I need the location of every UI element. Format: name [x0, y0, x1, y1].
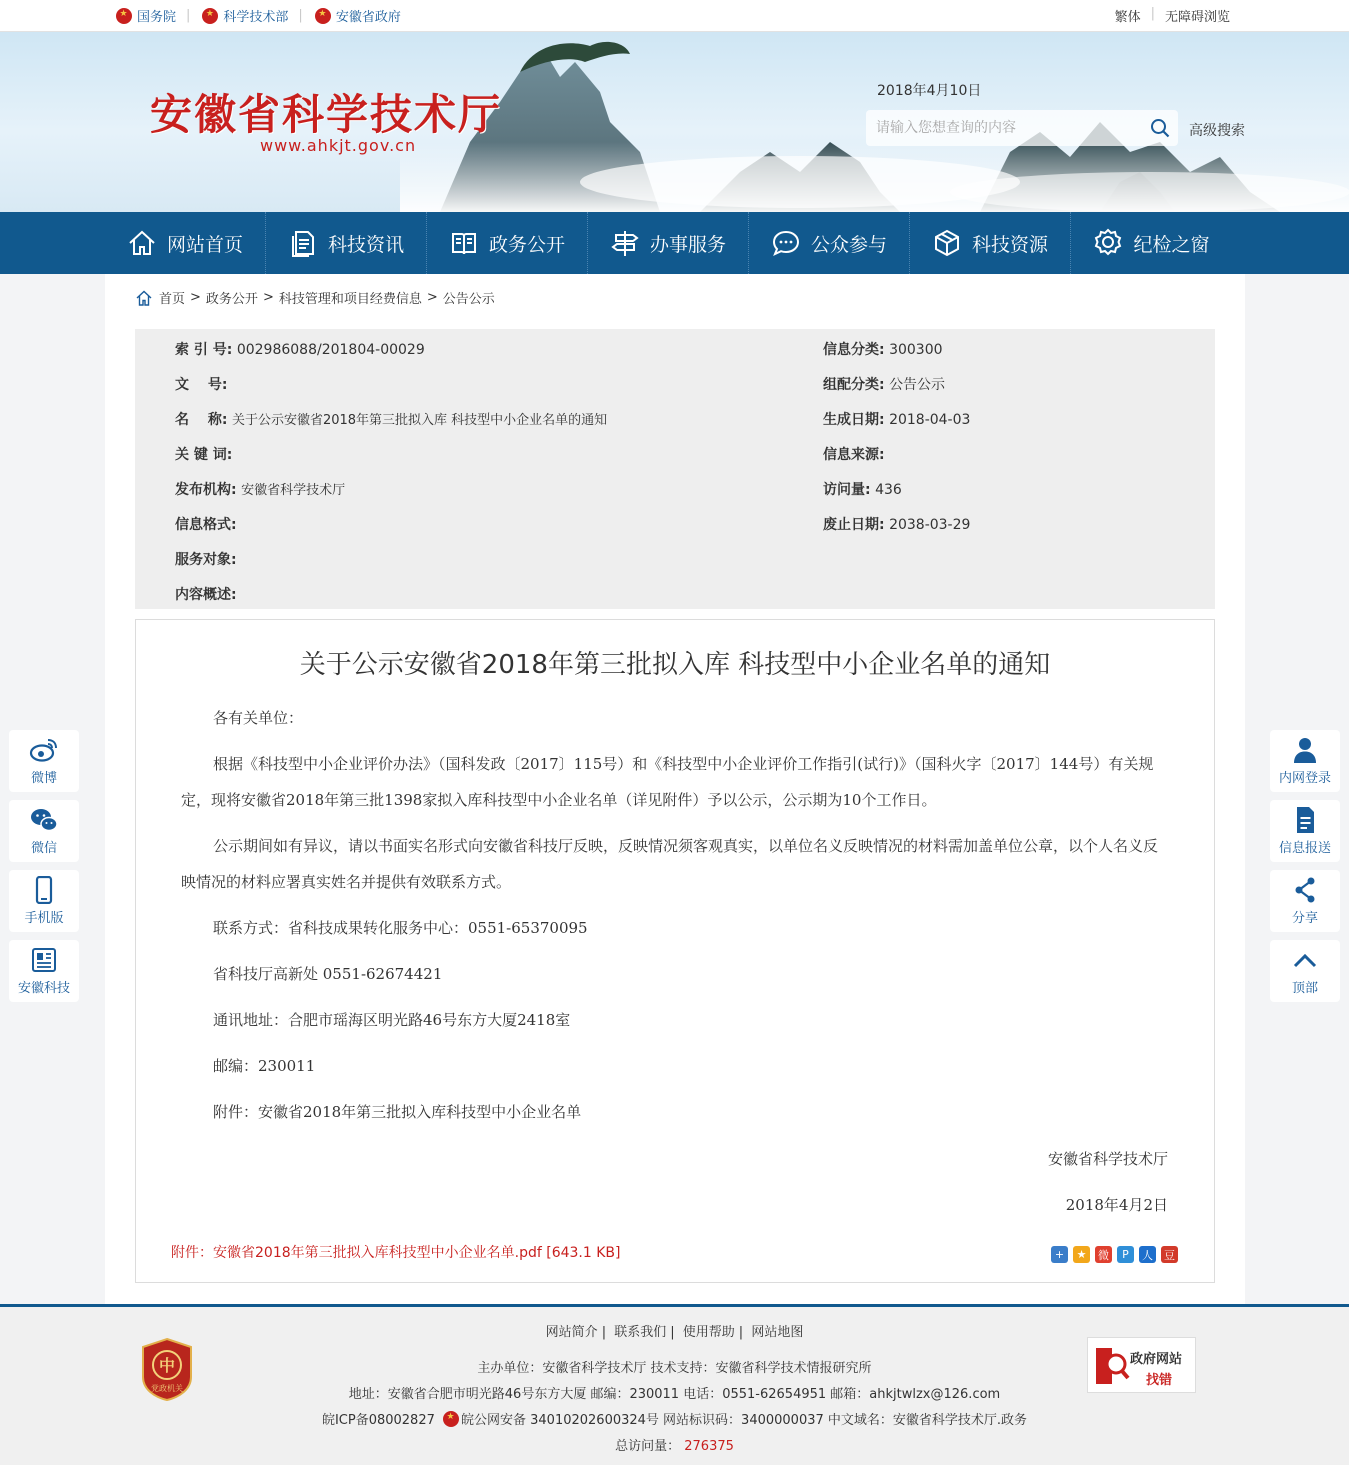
right-floating-bar — [1270, 730, 1340, 1010]
article-salutation: 各有关单位： — [213, 709, 304, 727]
badge-icon — [1093, 228, 1123, 258]
top-bar — [0, 0, 1349, 32]
gov-site-error-report-badge[interactable]: 政府网站 找错 — [1087, 1337, 1196, 1393]
meta-group: 组配分类: 公告公示 — [823, 377, 946, 393]
breadcrumb-project-funding[interactable]: 科技管理和项目经费信息 — [278, 292, 422, 307]
site-header — [0, 32, 1349, 212]
traditional-chinese-link[interactable]: 繁体 — [1114, 10, 1141, 25]
article-paragraph: 省科技厅高新处 0551-62674421 — [213, 965, 443, 983]
share-renren-icon[interactable]: 人 — [1139, 1246, 1156, 1263]
footer-links: 网站简介 | 联系我们 | 使用帮助 | 网站地图 — [545, 1325, 804, 1340]
left-floating-bar — [9, 730, 79, 1010]
article-sign-date: 2018年4月2日 — [1065, 1196, 1168, 1214]
meta-expire: 废止日期: 2038-03-29 — [823, 517, 971, 533]
advanced-search-link[interactable]: 高级搜索 — [1189, 123, 1245, 139]
nav-tech-news[interactable]: 科技资讯 — [266, 212, 427, 274]
breadcrumb-home[interactable]: 首页 — [159, 292, 186, 307]
share-button[interactable]: 分享 — [1270, 870, 1340, 932]
footer-registration: 皖ICP备08002827 ★ 皖公网安备 34010202600324号 网站标识码：3400000037 中文域名：安徽省科学技术厅.政务 — [0, 1409, 1349, 1428]
article — [135, 619, 1215, 1283]
meta-doc-no: 文 号: — [175, 377, 228, 393]
svg-text:党政机关: 党政机关 — [151, 1384, 183, 1393]
breadcrumb-gov-affairs[interactable]: 政务公开 — [205, 292, 258, 307]
article-paragraph: 通讯地址：合肥市瑶海区明光路46号东方大厦2418室 — [213, 1011, 571, 1029]
share-weibo-icon[interactable]: 微 — [1095, 1246, 1112, 1263]
share-tencent-icon[interactable]: P — [1117, 1246, 1134, 1263]
meta-format: 信息格式: — [175, 517, 237, 533]
nav-services[interactable]: 办事服务 — [588, 212, 749, 274]
mobile-phone-icon — [29, 876, 59, 904]
footer-sponsor: 主办单位：安徽省科学技术厅 技术支持：安徽省科学技术情报研究所 — [477, 1361, 872, 1376]
link-anhui-gov[interactable]: ★ 安徽省政府 — [315, 6, 401, 25]
book-icon — [449, 228, 479, 258]
main-nav — [0, 212, 1349, 274]
link-state-council[interactable]: ★ 国务院 — [116, 6, 176, 25]
anhui-tech-button[interactable]: 安徽科技 — [9, 940, 79, 1002]
signpost-icon — [610, 228, 640, 258]
site-title[interactable]: 安徽省科学技术厅 — [150, 90, 503, 139]
cube-icon — [932, 228, 962, 258]
intranet-login-button[interactable]: 内网登录 — [1270, 730, 1340, 792]
magnifier-icon — [1094, 1344, 1130, 1386]
search-icon[interactable] — [1150, 118, 1170, 138]
weibo-icon — [29, 736, 59, 764]
article-paragraph: 附件：安徽省2018年第三批拟入库科技型中小企业名单 — [213, 1103, 582, 1121]
share-toolbar — [1046, 1246, 1178, 1263]
wechat-button[interactable]: 微信 — [9, 800, 79, 862]
nav-public-participation[interactable]: 公众参与 — [749, 212, 910, 274]
article-paragraph: 根据《科技型中小企业评价办法》（国科发政〔2017〕115号）和《科技型中小企业评价工作指引(试行)》（国科火字〔2017〕144号）有关规定，现将安徽省2018年第三批1398家拟入库科技型中小企业名单（详见附件）予以公示，公示期为10个工作日。 — [181, 755, 1154, 809]
meta-publisher: 发布机构: 安徽省科学技术厅 — [175, 482, 346, 498]
share-more-icon[interactable]: + — [1051, 1246, 1068, 1263]
meta-target: 服务对象: — [175, 552, 237, 568]
meta-visits: 访问量: 436 — [823, 482, 902, 498]
divider: | — [186, 8, 191, 23]
chevron-up-icon — [1290, 946, 1320, 974]
footer-link-help[interactable]: 使用帮助 — [682, 1325, 735, 1340]
site-footer — [0, 1304, 1349, 1465]
meta-index: 索 引 号: 002986088/201804-00029 — [175, 342, 425, 358]
document-icon — [288, 228, 318, 258]
nav-tech-resources[interactable]: 科技资源 — [910, 212, 1071, 274]
chat-bubble-icon — [771, 228, 801, 258]
police-emblem-icon — [443, 1411, 459, 1427]
divider: | — [298, 8, 303, 23]
top-right-tools — [1115, 6, 1230, 25]
main-content — [105, 274, 1245, 1304]
meta-summary: 内容概述: — [175, 587, 237, 603]
link-most[interactable]: ★ 科学技术部 — [202, 6, 288, 25]
user-icon — [1290, 736, 1320, 764]
article-paragraph: 公示期间如有异议，请以书面实名形式向安徽省科技厅反映，反映情况须客观真实，以单位名义反映情况的材料需加盖单位公章，以个人名义反映情况的材料应署真实姓名并提供有效联系方式。 — [181, 837, 1159, 891]
info-metadata-panel — [135, 329, 1215, 609]
footer-link-about[interactable]: 网站简介 — [545, 1325, 598, 1340]
national-emblem-icon — [202, 8, 218, 24]
top-links — [116, 6, 411, 25]
search-box — [866, 110, 1178, 146]
share-icon — [1290, 876, 1320, 904]
file-icon — [1290, 806, 1320, 834]
share-douban-icon[interactable]: 豆 — [1161, 1246, 1178, 1263]
divider: | — [1150, 6, 1155, 21]
footer-link-sitemap[interactable]: 网站地图 — [751, 1325, 804, 1340]
svg-text:中: 中 — [158, 1356, 176, 1375]
search-input[interactable] — [866, 110, 1136, 146]
meta-name: 名 称: 关于公示安徽省2018年第三批拟入库 科技型中小企业名单的通知 — [175, 412, 608, 428]
footer-visits: 总访问量： 276375 — [615, 1439, 734, 1454]
wechat-icon — [29, 806, 59, 834]
nav-discipline-window[interactable]: 纪检之窗 — [1071, 212, 1232, 274]
footer-link-contact[interactable]: 联系我们 — [614, 1325, 667, 1340]
newspaper-icon — [29, 946, 59, 974]
national-emblem-icon — [315, 8, 331, 24]
article-signer: 安徽省科学技术厅 — [1047, 1150, 1168, 1168]
accessibility-link[interactable]: 无障碍浏览 — [1164, 10, 1230, 25]
attachment-link[interactable]: 附件：安徽省2018年第三批拟入库科技型中小企业名单.pdf [643.1 KB] — [171, 1245, 621, 1261]
share-qzone-icon[interactable]: ★ — [1073, 1246, 1090, 1263]
home-icon — [135, 289, 153, 307]
nav-home[interactable]: 网站首页 — [105, 212, 266, 274]
breadcrumb: 首页 > 政务公开 > 科技管理和项目经费信息 > 公告公示 — [135, 288, 495, 307]
weibo-button[interactable]: 微博 — [9, 730, 79, 792]
national-emblem-icon — [116, 8, 132, 24]
home-icon — [127, 228, 157, 258]
mobile-version-button[interactable]: 手机版 — [9, 870, 79, 932]
current-date: 2018年4月10日 — [877, 83, 982, 99]
meta-category: 信息分类: 300300 — [823, 342, 943, 358]
site-url: www.ahkjt.gov.cn — [260, 136, 417, 155]
nav-gov-affairs[interactable]: 政务公开 — [427, 212, 588, 274]
meta-keywords: 关 键 词: — [175, 447, 233, 463]
article-paragraph: 联系方式：省科技成果转化服务中心：0551-65370095 — [213, 919, 588, 937]
article-title: 关于公示安徽省2018年第三批拟入库 科技型中小企业名单的通知 — [299, 650, 1051, 680]
article-paragraph: 邮编：230011 — [213, 1057, 316, 1075]
meta-source: 信息来源: — [823, 447, 885, 463]
footer-address: 地址：安徽省合肥市明光路46号东方大厦 邮编：230011 电话：0551-62654951 邮箱：ahkjtwlzx@126.com — [348, 1387, 1001, 1402]
back-to-top-button[interactable]: 顶部 — [1270, 940, 1340, 1002]
info-submit-button[interactable]: 信息报送 — [1270, 800, 1340, 862]
meta-created: 生成日期: 2018-04-03 — [823, 412, 971, 428]
breadcrumb-announcements[interactable]: 公告公示 — [442, 292, 495, 307]
